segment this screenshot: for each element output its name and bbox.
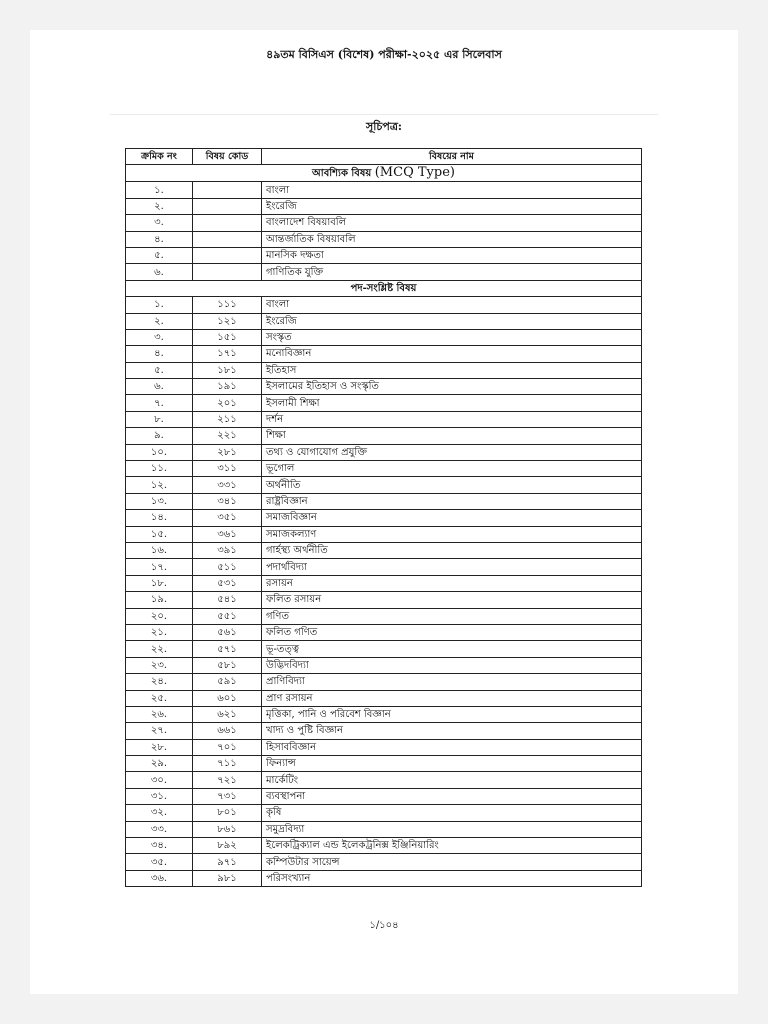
serial-cell: ১২. [126,477,193,493]
table-row [126,182,642,198]
serial-cell: ৩. [126,329,193,345]
code-cell: ৮৯২ [193,838,262,854]
code-cell: ৮৬১ [193,821,262,837]
subject-name-cell: ইসলামের ইতিহাস ও সংস্কৃতি [262,379,642,395]
table-row [126,706,642,722]
code-cell: ৬৬১ [193,723,262,739]
section-heading-compulsory [126,165,642,182]
serial-cell: ২. [126,313,193,329]
serial-cell: ৩. [126,215,193,231]
subject-name-cell: ভূ-তত্ত্ব [262,641,642,657]
table-row [126,231,642,247]
serial-cell: ১৮. [126,575,193,591]
code-cell: ৫৯১ [193,674,262,690]
section-row-post-related [126,280,642,296]
serial-cell: ৯. [126,428,193,444]
subject-name-cell: মনোবিজ্ঞান [262,346,642,362]
table-row [126,526,642,542]
table-row [126,805,642,821]
section-label: আবশ্যিক বিষয় [312,168,372,180]
code-cell: ৭১১ [193,756,262,772]
subject-name-cell: শিক্ষা [262,428,642,444]
subject-name-cell: খাদ্য ও পুষ্টি বিজ্ঞান [262,723,642,739]
code-cell: ৬২১ [193,706,262,722]
serial-cell: ৪. [126,346,193,362]
table-row [126,624,642,640]
table-row [126,395,642,411]
subject-name-cell: সংস্কৃত [262,329,642,345]
table-row [126,559,642,575]
serial-cell: ২৮. [126,739,193,755]
table-row [126,739,642,755]
table-row [126,379,642,395]
code-cell: ১৯১ [193,379,262,395]
subject-name-cell: ইলেকট্রিক্যাল এন্ড ইলেকট্রনিক্স ইঞ্জিনিয়ারিং [262,838,642,854]
table-row [126,264,642,280]
header-name: বিষয়ের নাম [262,149,642,165]
code-cell: ২৮১ [193,444,262,460]
subject-name-cell: ফলিত গণিত [262,624,642,640]
table-row [126,329,642,345]
serial-cell: ৫. [126,247,193,263]
serial-cell: ৭. [126,395,193,411]
subject-name-cell: পদার্থবিদ্যা [262,559,642,575]
table-row [126,772,642,788]
table-row [126,362,642,378]
serial-cell: ৩০. [126,772,193,788]
subject-name-cell: ভূগোল [262,461,642,477]
table-row [126,493,642,509]
serial-cell: ২৭. [126,723,193,739]
code-cell: ১২১ [193,313,262,329]
subject-name-cell: সমাজবিজ্ঞান [262,510,642,526]
subject-name-cell: ইংরেজি [262,198,642,214]
code-cell: ৩৬১ [193,526,262,542]
subject-name-cell: ফিন্যান্স [262,756,642,772]
code-cell: ১৮১ [193,362,262,378]
table-row [126,215,642,231]
table-row [126,444,642,460]
section-label: পদ-সংশ্লিষ্ট বিষয় [350,282,417,294]
table-row [126,346,642,362]
subject-name-cell: বাংলাদেশ বিষয়াবলি [262,215,642,231]
subject-name-cell: অর্থনীতি [262,477,642,493]
code-cell: ৩৯১ [193,542,262,558]
subject-name-cell: ব্যবস্থাপনা [262,788,642,804]
subject-name-cell: ফলিত রসায়ন [262,592,642,608]
subject-name-cell: মার্কেটিং [262,772,642,788]
code-cell: ৬০১ [193,690,262,706]
table-row [126,723,642,739]
code-cell: ৫১১ [193,559,262,575]
page-title: ৪৯তম বিসিএস (বিশেষ) পরীক্ষা-২০২৫ এর সিলেবাস [266,48,502,61]
serial-cell: ১৪. [126,510,193,526]
table-row [126,870,642,886]
serial-cell: ২০. [126,608,193,624]
code-cell: ২২১ [193,428,262,444]
code-cell: ৫৬১ [193,624,262,640]
serial-cell: ১৭. [126,559,193,575]
table-row [126,575,642,591]
serial-cell: ১৬. [126,542,193,558]
table-row [126,510,642,526]
code-cell: ১৭১ [193,346,262,362]
subject-name-cell: গার্হস্থ্য অর্থনীতি [262,542,642,558]
table-row [126,821,642,837]
code-cell: ৯৭১ [193,854,262,870]
serial-cell: ৮. [126,411,193,427]
table-row [126,690,642,706]
code-cell: ৩৪১ [193,493,262,509]
subject-name-cell: রসায়ন [262,575,642,591]
table-row [126,198,642,214]
serial-cell: ৩৬. [126,870,193,886]
section-heading-post-related [126,280,642,296]
table-row [126,674,642,690]
code-cell: ৫৮১ [193,657,262,673]
serial-cell: ১৫. [126,526,193,542]
code-cell: ৭৩১ [193,788,262,804]
code-cell: ৫৪১ [193,592,262,608]
serial-cell: ২২. [126,641,193,657]
serial-cell: ২৪. [126,674,193,690]
serial-cell: ১. [126,182,193,198]
serial-cell: ১৩. [126,493,193,509]
serial-cell: ২৬. [126,706,193,722]
subject-name-cell: হিসাববিজ্ঞান [262,739,642,755]
header-serial: ক্রমিক নং [126,149,193,165]
table-header-row [126,149,642,165]
table-row [126,247,642,263]
code-cell: ৯৮১ [193,870,262,886]
code-cell [193,231,262,247]
serial-cell: ৪. [126,231,193,247]
serial-cell: ৫. [126,362,193,378]
subject-name-cell: বাংলা [262,297,642,313]
serial-cell: ৩৪. [126,838,193,854]
code-cell: ৭২১ [193,772,262,788]
serial-cell: ৩৩. [126,821,193,837]
code-cell [193,198,262,214]
syllabus-table [125,148,642,887]
subject-name-cell: দর্শন [262,411,642,427]
subject-name-cell: মৃত্তিকা, পানি ও পরিবেশ বিজ্ঞান [262,706,642,722]
table-row [126,608,642,624]
code-cell [193,182,262,198]
code-cell [193,264,262,280]
subject-name-cell: ইসলামী শিক্ষা [262,395,642,411]
subject-name-cell: আন্তর্জাতিক বিষয়াবলি [262,231,642,247]
code-cell: ৩৫১ [193,510,262,526]
table-row [126,477,642,493]
code-cell: ৫৭১ [193,641,262,657]
subject-name-cell: গণিত [262,608,642,624]
code-cell: ২১১ [193,411,262,427]
code-cell: ৩৩১ [193,477,262,493]
table-row [126,641,642,657]
table-row [126,756,642,772]
table-row [126,428,642,444]
table-row [126,542,642,558]
serial-cell: ২৩. [126,657,193,673]
serial-cell: ১৯. [126,592,193,608]
section-row-compulsory [126,165,642,182]
subject-name-cell: প্রাণ রসায়ন [262,690,642,706]
code-cell: ৮০১ [193,805,262,821]
serial-cell: ২১. [126,624,193,640]
subject-name-cell: উদ্ভিদবিদ্যা [262,657,642,673]
header-code: বিষয় কোড [193,149,262,165]
serial-cell: ২. [126,198,193,214]
subject-name-cell: কৃষি [262,805,642,821]
table-row [126,411,642,427]
page-number: ১/১০৪ [369,920,399,931]
code-cell: ১১১ [193,297,262,313]
serial-cell: ২৫. [126,690,193,706]
code-cell [193,247,262,263]
subject-name-cell: মানসিক দক্ষতা [262,247,642,263]
subject-name-cell: তথ্য ও যোগাযোগ প্রযুক্তি [262,444,642,460]
subject-name-cell: সমাজকল্যাণ [262,526,642,542]
table-row [126,313,642,329]
code-cell: ৩১১ [193,461,262,477]
subject-name-cell: রাষ্ট্রবিজ্ঞান [262,493,642,509]
table-row [126,657,642,673]
contents-heading: সূচিপত্র: [366,120,402,133]
serial-cell: ১১. [126,461,193,477]
serial-cell: ২৯. [126,756,193,772]
subject-name-cell: পরিসংখ্যান [262,870,642,886]
subject-name-cell: ইংরেজি [262,313,642,329]
subject-name-cell: সমুদ্রবিদ্যা [262,821,642,837]
code-cell: ১৫১ [193,329,262,345]
table-row [126,788,642,804]
subject-name-cell: প্রাণিবিদ্যা [262,674,642,690]
serial-cell: ৩১. [126,788,193,804]
divider [110,114,658,115]
table-row [126,592,642,608]
code-cell: ২০১ [193,395,262,411]
subject-name-cell: গাণিতিক যুক্তি [262,264,642,280]
serial-cell: ৩২. [126,805,193,821]
subject-name-cell: ইতিহাস [262,362,642,378]
table-row [126,838,642,854]
table-row [126,461,642,477]
serial-cell: ৬. [126,379,193,395]
code-cell: ৫৩১ [193,575,262,591]
serial-cell: ৬. [126,264,193,280]
table-row [126,297,642,313]
table-row [126,854,642,870]
code-cell [193,215,262,231]
section-suffix: (MCQ Type) [374,165,455,181]
serial-cell: ১০. [126,444,193,460]
serial-cell: ৩৫. [126,854,193,870]
code-cell: ৫৫১ [193,608,262,624]
code-cell: ৭০১ [193,739,262,755]
serial-cell: ১. [126,297,193,313]
subject-name-cell: বাংলা [262,182,642,198]
subject-name-cell: কম্পিউটার সায়েন্স [262,854,642,870]
